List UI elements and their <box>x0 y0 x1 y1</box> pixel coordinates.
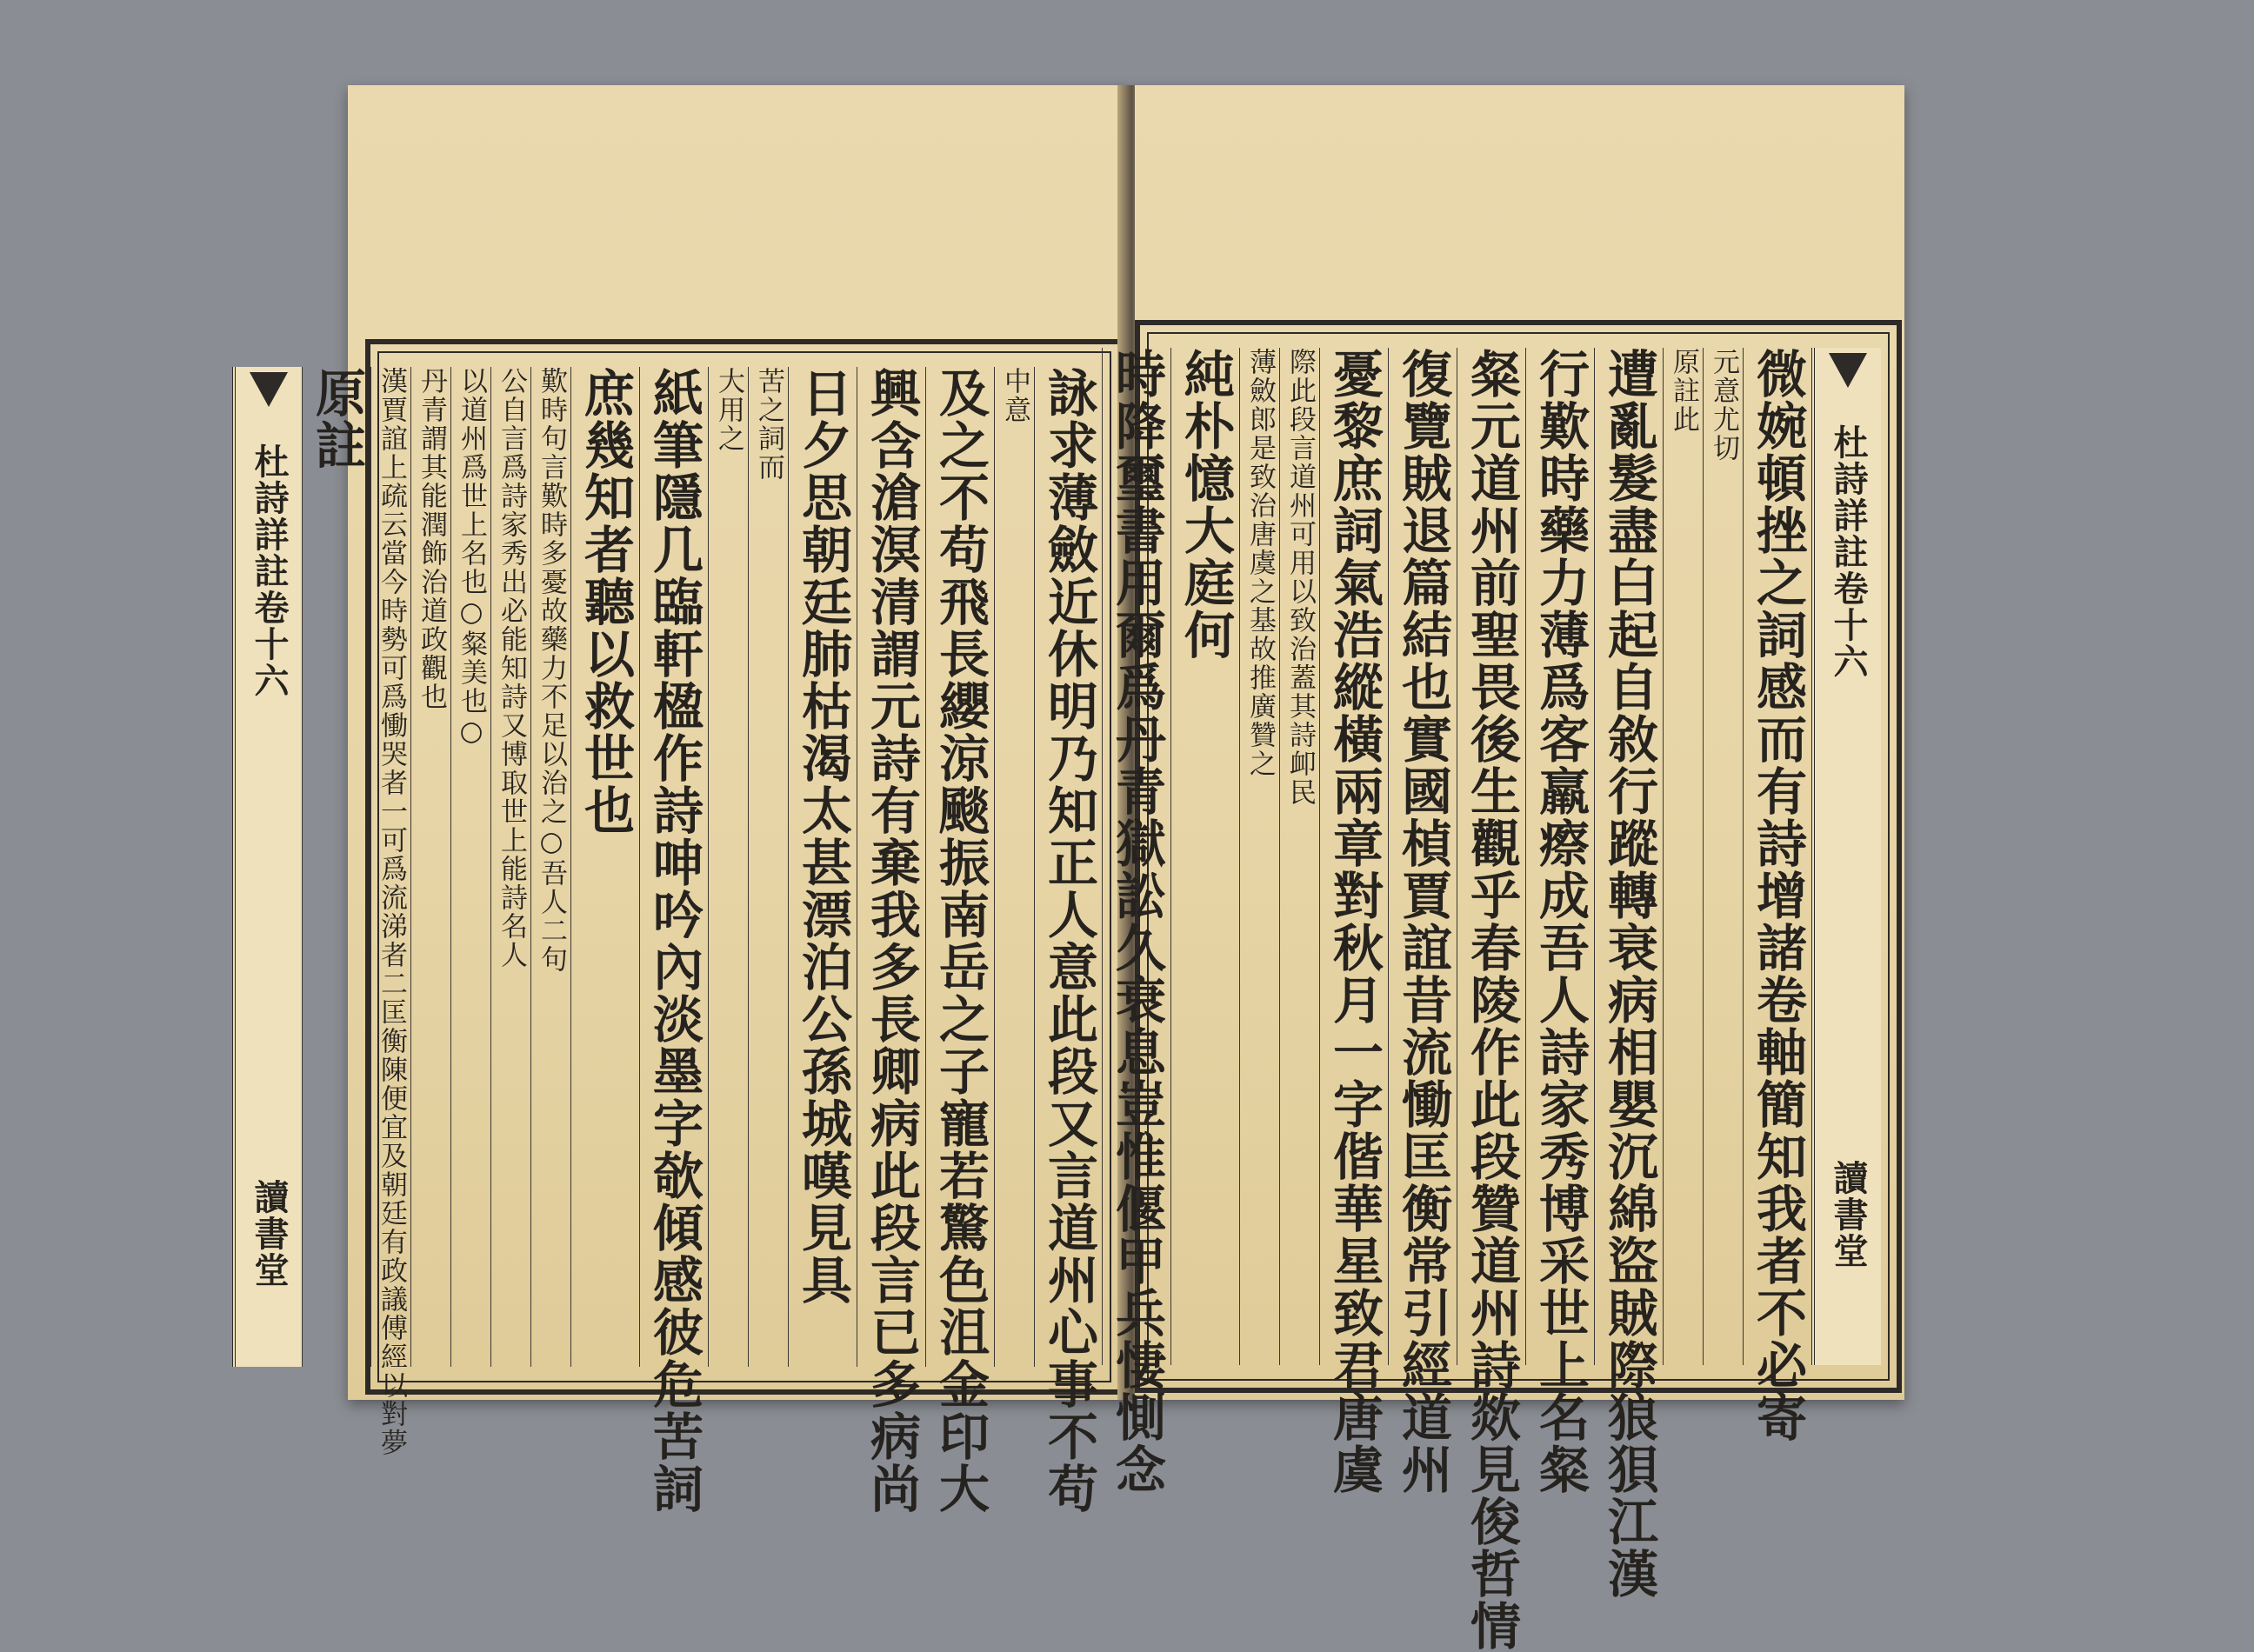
annotation-column: 原註此 <box>1663 348 1703 1365</box>
annotation-column: 中意 <box>994 367 1034 1367</box>
text-column: 復覽賊退篇結也實國楨賈誼昔流慟匡衡常引經道州 <box>1388 348 1457 1365</box>
annotation-column: 元意尤切 <box>1703 348 1743 1365</box>
book-spread <box>249 85 1904 1652</box>
right-page-frame <box>1107 320 1902 1652</box>
text-column: 憂黎庶詞氣浩縱橫兩章對秋月一字偕華星致君唐虞 <box>1319 348 1388 1365</box>
annotation-column: 以道州爲世上名也○粲美也○ <box>450 367 490 1367</box>
fish-tail-mark-icon <box>250 372 288 424</box>
left-page-columns <box>249 367 1103 1515</box>
annotation-column: 漢賈誼上疏云當今時勢可爲慟哭者一可爲流涕者二匡衡陳便宜及朝廷有政議傅經以對夢 <box>370 367 410 1367</box>
left-page <box>249 85 1126 1515</box>
text-column: 庶幾知者聽以救世也 <box>570 367 639 1367</box>
fold-title: 杜詩詳註卷十六 <box>1828 423 1869 680</box>
fold-publisher: 讀書堂 <box>249 1178 290 1289</box>
text-column: 詠求薄斂近休明乃知正人意此段又言道州心事不苟 <box>1034 367 1103 1367</box>
text-column: 紙筆隱几臨軒楹作詩呻吟內淡墨字欹傾感彼危苦詞 <box>639 367 708 1367</box>
text-column: 純朴憶大庭何 <box>1170 348 1239 1365</box>
fold-title: 杜詩詳註卷十六 <box>249 443 290 699</box>
text-column: 原註 <box>302 367 370 1367</box>
right-page <box>1107 85 1904 1652</box>
annotation-column: 歎時句言歎時多憂故藥力不足以治之○吾人二句 <box>530 367 570 1367</box>
text-column: 粲元道州前聖畏後生觀乎春陵作此段贊道州詩欻見俊哲情 <box>1457 348 1525 1365</box>
text-column: 微婉頓挫之詞感而有詩增諸卷軸簡知我者不必寄 <box>1743 348 1811 1365</box>
text-column: 遭亂髮盡白起自敘行蹤轉衰病相嬰沉綿盜賊際狼狽江漢 <box>1594 348 1663 1365</box>
right-page-columns <box>1107 348 1881 1652</box>
left-page-frame <box>249 339 1124 1515</box>
annotation-column: 丹青謂其能潤飾治道政觀也 <box>410 367 450 1367</box>
left-page-fold-column <box>232 367 302 1367</box>
annotation-column: 大用之 <box>708 367 748 1367</box>
annotation-column: 際此段言道州可用以致治蓋其詩卹民 <box>1279 348 1319 1365</box>
text-column: 及之不苟飛長纓涼颷振南岳之子寵若驚色沮金印大 <box>925 367 994 1367</box>
right-page-fold-column <box>1811 348 1881 1365</box>
text-column: 時降璽書用爾爲丹青獄訟久衰息豈惟偃甲兵悽惻念 <box>1102 348 1170 1365</box>
annotation-column: 公自言爲詩家秀出必能知詩又博取世上能詩名人 <box>490 367 530 1367</box>
annotation-column: 薄斂郎是致治唐虞之基故推廣贊之 <box>1239 348 1279 1365</box>
fold-publisher: 讀書堂 <box>1828 1159 1869 1269</box>
fish-tail-mark-icon <box>1829 353 1867 405</box>
text-column: 行歎時藥力薄爲客羸瘵成吾人詩家秀博采世上名粲 <box>1525 348 1594 1365</box>
text-column: 興含滄溟清謂元詩有棄我多長卿病此段言已多病尚 <box>857 367 925 1367</box>
annotation-column: 苦之詞而 <box>748 367 788 1367</box>
text-column: 日夕思朝廷肺枯渴太甚漂泊公孫城嘆見具 <box>788 367 857 1367</box>
